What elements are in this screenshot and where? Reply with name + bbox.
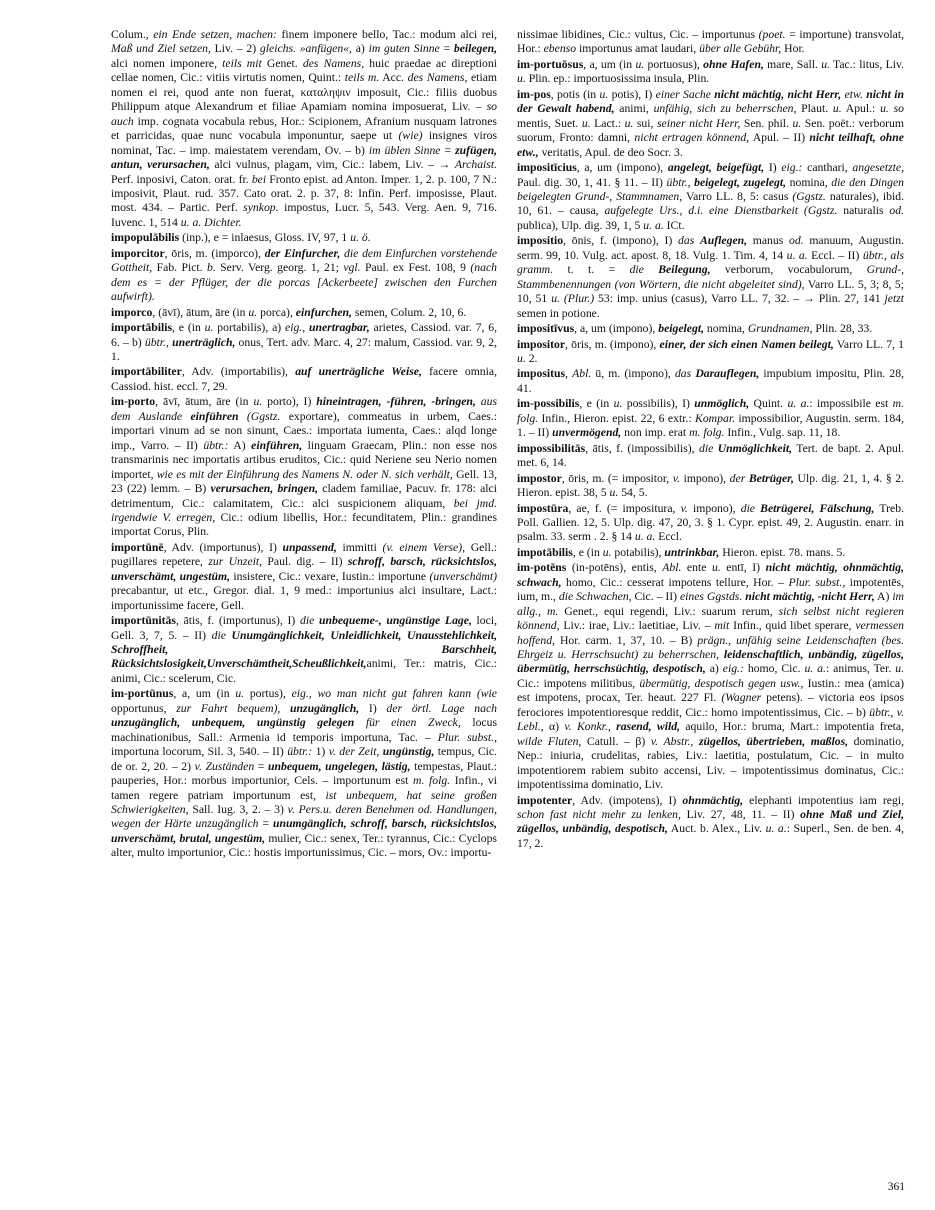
dictionary-entry: im-potēns (in-potēns), entis, Abl. ente u. entī, I) nicht mächtig, ohnmächtig, schwach, homo, Cic.: cesserat impotens tellure, Hor. – Plur. subst., impotentēs, ium, m., die Schwachen, Cic. – II) eines Ggstds. nicht mächtig, -nicht Herr, A) im allg., m. Genet., equi regendi, Liv.: suarum rerum, sich selbst nicht regieren könnend, Liv.: irae, Liv.: laetitiae, Liv. – mit Infin., quid libet sperare, vermessen hoffend, Hor. carm. 1, 37, 10. – B) prägn., unfähig seine Leidenschaften (bes. Ehrgeiz u. Herrschsucht) zu beherrschen, leidenschaftlich, unbändig, zügellos, übermütig, herrschsüchtig, despotisch, a) eig.: homo, Cic. u. a.: animus, Ter. u. Cic.: impotens militibus, übermütig, despotisch gegen usw., Iustin.: mea (amica) est impotens, procax, Ter. heaut. 227 Fl. (Wagner petens). – victoria eos ipsos ferociores impotentioresque reddit, Cic.: homo impotentissimus, Cic. – b) übtr., v. Lebl., α) v. Konkr., rasend, wild, aquilo, Hor.: bruma, Mart.: impotentia freta, wilde Fluten, Catull. – β) v. Abstr., zügellos, übertrieben, maßlos, dominatio, Nep.: iniuria, crudelitas, rabies, Liv.: laetitia, postulatum, Cic. – in multo impotentiorem rabiem subito accensi, Liv. – impotentissimus dominatus, Cic.: impotentissima dominatio, Liv. [517,561,904,792]
dictionary-entry: im-portūnus, a, um (in u. portus), eig., wo man nicht gut fahren kann (wie opportunus, zur Fahrt bequem), unzugänglich, I) der örtl. Lage nach unzugänglich, unbequem, ungünstig gelegen für einen Zweck, locus machinationibus, Sall.: Armenia id temporis importuna, Tac. – Plur. subst., importuna locorum, Sil. 3, 540. – II) übtr.: 1) v. der Zeit, ungünstig, tempus, Cic. de or. 2, 20. – 2) v. Zuständen = unbequem, ungelegen, lästig, tempestas, Plaut.: pauperies, Hor.: morbus importunior, Cels. – importunum est m. folg. Infin., vi tamen regere patriam importunum est, ist unbequem, hat seine großen Schwierigkeiten, Sall. Iug. 3, 2. – 3) v. Pers.u. deren Benehmen od. Handlungen, wegen der Härte unzugänglich = unumgänglich, schroff, barsch, rücksichtslos, unverschämt, brutal, ungestüm, mulier, Cic.: senex, Ter.: tyrannus, Cic.: Cyclops alter, multo importunior, Cic.: hostis importunissimus, Cic. – mors, Ov.: importu- [111,687,497,860]
dictionary-entry: im-portuōsus, a, um (in u. portuosus), ohne Hafen, mare, Sall. u. Tac.: litus, Liv. u. Plin. ep.: importuosissima insula, Plin. [517,57,904,86]
dictionary-entry: impotābilis, e (in u. potabilis), untrinkbar, Hieron. epist. 78. mans. 5. [517,545,846,559]
dictionary-entry: importābilis, e (in u. portabilis), a) eig., unertragbar, arietes, Cassiod. var. 7, 6, 6. – b) übtr., unerträglich, onus, Tert. adv. Marc. 4, 27: malum, Cassiod. var. 9, 2, 1. [111,321,497,363]
right-column [517,28,904,1178]
dictionary-entry: im-pos, potis (in u. potis), I) einer Sache nicht mächtig, nicht Herr, etw. nicht in der Gewalt habend, animi, unfähig, sich zu beherrschen, Plaut. u. Apul.: u. so mentis, Suet. u. Lact.: u. sui, seiner nicht Herr, Sen. phil. u. Sen. poët.: verborum suorum, Fronto: damni, nicht ertragen könnend, Apul. – II) nicht teilhaft, ohne etw., veritatis, Apul. de deo Socr. 3. [517,87,904,159]
dictionary-entry: imporcitor, ōris, m. (imporco), der Einfurcher, die dem Einfurchen vorstehende Gottheit, Fab. Pict. b. Serv. Verg. georg. 1, 21; vgl. Paul. ex Fest. 108, 9 (nach dem es = der Pflüger, der die porcas [Ackerbeete] zwischen den Furchen aufwirft). [111,246,497,304]
left-column [111,28,497,1178]
dictionary-entry: impopulābilis (inp.), e = inlaesus, Gloss. IV, 97, 1 u. ö. [111,231,371,245]
dictionary-entry: importābiliter, Adv. (importabilis), auf unerträgliche Weise, facere omnia, Cassiod. hist. eccl. 7, 29. [111,365,497,393]
dictionary-entry: impositor, ōris, m. (impono), einer, der sich einen Namen beilegt, Varro LL. 7, 1 u. 2. [517,337,904,365]
dictionary-entry: impositio, ōnis, f. (impono), I) das Auflegen, manus od. manuum, Augustin. serm. 99, 10. Vulg. act. apost. 8, 18. Vulg. 1. Tim. 4, 14 u. a. Eccl. – II) übtr., als gramm. t. t. = die Beilegung, verborum, vocabulorum, Grund-, Stammbenennungen (von Wörtern, die nicht abgeleitet sind), Varro LL. 5, 3; 8, 5; 10, 51 u. (Plur.) 53: imp. unius (casus), Varro LL. 7, 32. – → Plin. 27, 141 jetzt semen in potione. [517,234,904,320]
dictionary-entry: importūnitās, ātis, f. (importunus), I) die unbequeme-, ungünstige Lage, loci, Gell. 3, 7, 5. – II) die Unumgänglichkeit, Unleidlichkeit, Unausstehlichkeit, Schroffheit, Barschheit, Rücksichtslosigkeit,Unverschämtheit,Scheußlichkeit,animi, Ter.: matris, Cic.: animi, Cic.: scelerum, Cic. [111,614,497,685]
dictionary-entry: Colum., ein Ende setzen, machen: finem imponere bello, Tac.: modum alci rei, Maß und Ziel setzen, Liv. – 2) gleichs. »anfügen«, a) im guten Sinne = beilegen, alci nomen imponere, teils mit Genet. des Namens, huic praedae ac direptioni cellae nomen, Cic.: vitiis virtutis nomen, Quint.: teils m. Acc. des Namens, etiam nomen ei rei, quod ante non fuerat, καταληψιν imposuit, Cic.: filiis duobus Philippum atque Alexandrum et filiae Apamiam nomina imposuerat, Liv. – so auch imp. cognata vocabula rebus, Hor.: Scipionem, Afranium nusquam latrones et parricidas, quae nunc vocabula imponuntur, saepe ut (wie) insignes viros nominat, Tac. – imp. maiestatem verendam, Ov. – b) im üblen Sinne = zufügen, antun, verursachen, alci vulnus, plagam, vim, Cic.: labem, Liv. – → Archaist. Perf. inposivi, Caton. orat. fr. bei Fronto epist. ad Anton. Imper. 1, 2. p. 100, 7 N.: imposivit, Plaut. rud. 357. Cato orat. 2. p. 37, 8: Infin. Perf. imposisse, Plaut. most. 434. – Partic. Perf. synkop. impostus, Lucr. 5, 543. Verg. Aen. 9, 716. Iuvenc. 1, 514 u. a. Dichter. [111,28,497,229]
dictionary-entry: importūnē, Adv. (importunus), I) unpassend, immitti (v. einem Verse), Gell.: pugillares repetere, zur Unzeit, Paul. dig. – II) schroff, barsch, rücksichtslos, unverschämt, ungestüm, insistere, Cic.: vexare, Iustin.: importune (unverschämt) precabantur, ut etc., Gregor. dial. 1, 9 med.: importunius alci insultare, Lact.: importunissime facere, Gell. [111,540,497,612]
dictionary-entry: impositus, Abl. ū, m. (impono), das Darauflegen, impubium impositu, Plin. 28, 41. [517,367,904,395]
page-number: 361 [887,1181,905,1193]
dictionary-entry: nissimae libidines, Cic.: vultus, Cic. – importunus (poet. = importune) transvolat, Hor.: ebenso importunus amat laudari, über alle Gebühr, Hor. [517,28,904,56]
dictionary-entry: impostūra, ae, f. (= impositura, v. impono), die Betrügerei, Fälschung, Treb. Poll. Gallien. 12, 5. Ulp. dig. 47, 20, 3. § 1. Cypr. epist. 49, 2. Augustin. enarr. in psalm. 33. serm . 2. § 14 u. a. Eccl. [517,501,904,544]
dictionary-entry: impossibilitās, ātis, f. (impossibilis), die Unmöglichkeit, Tert. de bapt. 2. Apul. met. 6, 14. [517,441,904,470]
dictionary-entry: impostor, ōris, m. (= impositor, v. impono), der Betrüger, Ulp. dig. 21, 1, 4. § 2. Hieron. epist. 38, 5 u. 54, 5. [517,471,904,500]
dictionary-entry: impositīvus, a, um (impono), beigelegt, nomina, Grundnamen, Plin. 28, 33. [517,322,873,336]
dictionary-entry: imporco, (āvī), ātum, āre (in u. porca), einfurchen, semen, Colum. 2, 10, 6. [111,305,467,319]
dictionary-entry: im-porto, āvī, ātum, āre (in u. porto), I) hineintragen, -führen, -bringen, aus dem Auslande einführen (Ggstz. exportare), commeatus in urbem, Caes.: importari vinum ad se non sinunt, Caes.: importata iumenta, Caes.: alqd longe imp., Varro. – II) übtr.: A) einführen, linguam Graecam, Plin.: non esse nos transmarinis nec importatis artibus eruditos, Cic.: quid Neriene seu Nerio nomen importet, wie es mit der Einführung des Namens N. oder N. sich verhält, Gell. 13, 23 (22) lemm. – B) verursachen, bringen, cladem familiae, Pacuv. fr. 178: alci detrimentum, Cic.: calamitatem, Cic.: alci suspicionem aliquam, bei jmd. irgendwie V. erregen, Cic.: odium libellis, Hor.: fecunditatem, Plin.: grandines importat Corus, Plin. [111,395,497,539]
dictionary-entry: impotenter, Adv. (impotens), I) ohnmächtig, elephanti impotentius iam regi, schon fast nicht mehr zu lenken, Liv. 27, 48, 11. – II) ohne Maß und Ziel, zügellos, unbändig, despotisch, Auct. b. Alex., Liv. u. a.: Superl., Sen. de ben. 4, 17, 2. [517,793,904,850]
dictionary-entry: im-possibilis, e (in u. possibilis), I) unmöglich, Quint. u. a.: impossibile est m. folg. Infin., Hieron. epist. 22, 6 extr.: Kompar. impossibilior, Augustin. serm. 184, 1. – II) unvermögend, non imp. erat m. folg. Infin., Vulg. sap. 11, 18. [517,397,904,440]
dictionary-entry: impositīcius, a, um (impono), angelegt, beigefügt, I) eig.: canthari, angesetzte, Paul. dig. 30, 1, 41. § 11. – II) übtr., beigelegt, zugelegt, nomina, die den Dingen beigelegten Grund-, Stammnamen, Varro LL. 8, 5: casus (Ggstz. naturales), ibid. 10, 61. – causa, aufgelegte Urs., d.i. eine Dienstbarkeit (Ggstz. naturalis od. publica), Ulp. dig. 39, 1, 5 u. a. ICt. [517,161,904,232]
